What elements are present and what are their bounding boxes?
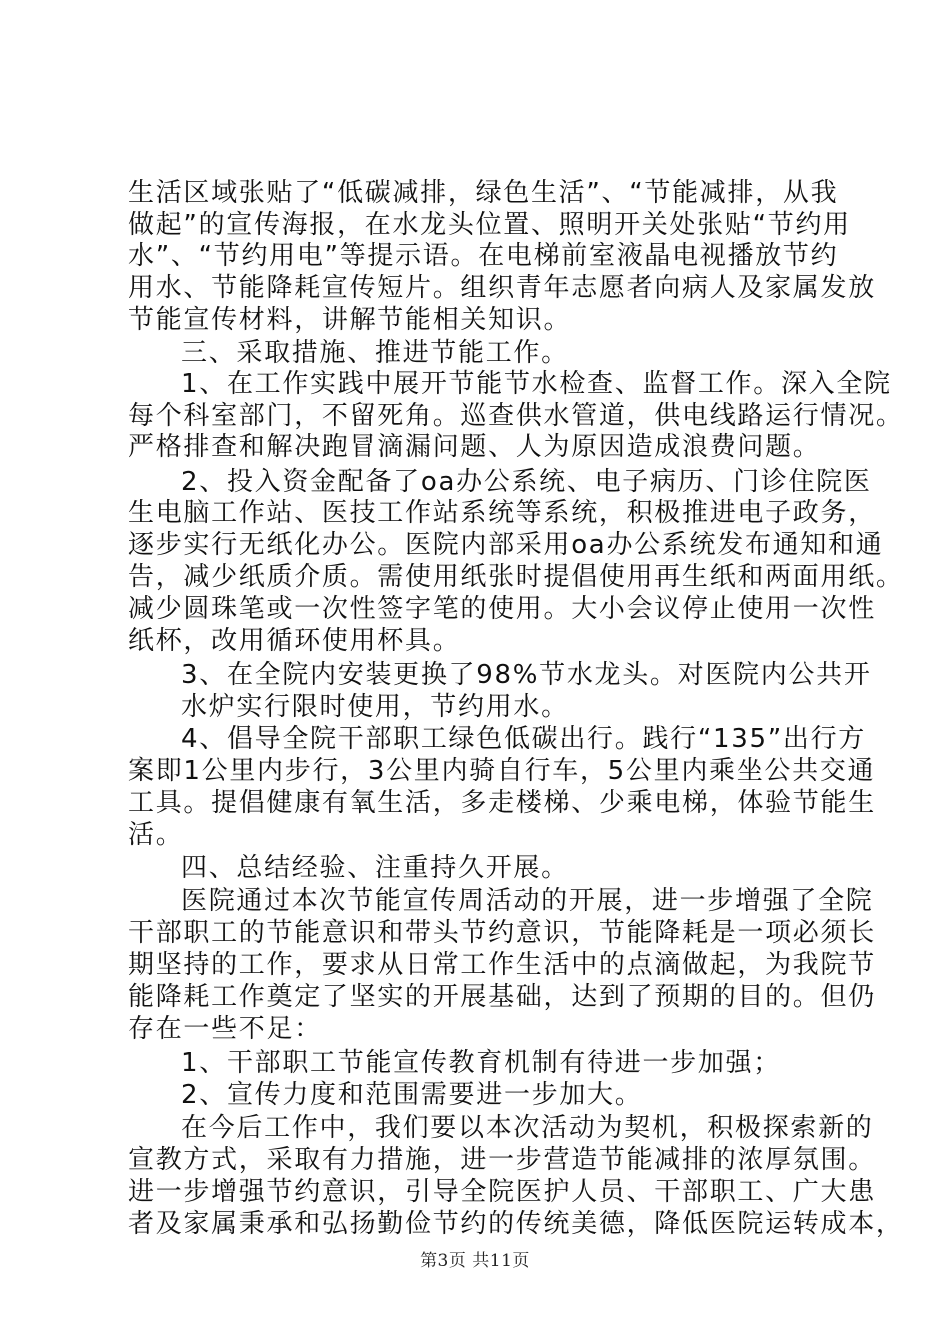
text-line: 生活区域张贴了“低碳减排，绿色生活”、“节能减排，从我 (128, 178, 839, 208)
text-line: 干部职工的节能意识和带头节约意识，节能降耗是一项必须长 (128, 918, 876, 948)
text-line: 案即1公里内步行，3公里内骑自行车，5公里内乘坐公共交通 (128, 756, 876, 786)
page-number-footer: 第3页 共11页 (420, 1251, 530, 1271)
text-line: 期坚持的工作，要求从日常工作生活中的点滴做起，为我院节 (128, 950, 876, 980)
text-line: 水”、“节约用电”等提示语。在电梯前室液晶电视播放节约 (128, 241, 839, 271)
text-line: 者及家属秉承和弘扬勤俭节约的传统美德，降低医院运转成本， (128, 1209, 904, 1239)
text-line: 3、在全院内安装更换了98%节水龙头。对医院内公共开 (181, 660, 872, 690)
text-line: 生电脑工作站、医技工作站系统等系统，积极推进电子政务， (128, 498, 876, 528)
section-heading: 三、采取措施、推进节能工作。 (181, 338, 569, 368)
text-line: 活。 (128, 820, 184, 850)
text-line: 水炉实行限时使用，节约用水。 (181, 692, 569, 722)
text-line: 1、在工作实践中展开节能节水检查、监督工作。深入全院 (181, 369, 892, 399)
text-line: 节能宣传材料，讲解节能相关知识。 (128, 305, 572, 335)
section-heading: 四、总结经验、注重持久开展。 (181, 853, 569, 883)
text-line: 工具。提倡健康有氧生活，多走楼梯、少乘电梯，体验节能生 (128, 788, 876, 818)
text-line: 减少圆珠笔或一次性签字笔的使用。大小会议停止使用一次性 (128, 594, 876, 624)
text-line: 做起”的宣传海报，在水龙头位置、照明开关处张贴“节约用 (128, 210, 851, 240)
text-line: 严格排查和解决跑冒滴漏问题、人为原因造成浪费问题。 (128, 432, 821, 462)
text-line: 2、投入资金配备了oa办公系统、电子病历、门诊住院医 (181, 467, 872, 497)
text-line: 医院通过本次节能宣传周活动的开展，进一步增强了全院 (181, 886, 874, 916)
text-line: 在今后工作中，我们要以本次活动为契机，积极探索新的 (181, 1113, 874, 1143)
text-line: 2、宣传力度和范围需要进一步加大。 (181, 1080, 643, 1110)
text-line: 存在一些不足： (128, 1014, 322, 1044)
text-line: 宣教方式，采取有力措施，进一步营造节能减排的浓厚氛围。 (128, 1145, 876, 1175)
text-line: 1、干部职工节能宣传教育机制有待进一步加强； (181, 1048, 781, 1078)
text-line: 告，减少纸质介质。需使用纸张时提倡使用再生纸和两面用纸。 (128, 562, 904, 592)
text-line: 每个科室部门，不留死角。巡查供水管道，供电线路运行情况。 (128, 401, 904, 431)
text-line: 纸杯，改用循环使用杯具。 (128, 626, 461, 656)
text-line: 能降耗工作奠定了坚实的开展基础，达到了预期的目的。但仍 (128, 982, 876, 1012)
text-line: 逐步实行无纸化办公。医院内部采用oa办公系统发布通知和通 (128, 530, 884, 560)
text-line: 用水、节能降耗宣传短片。组织青年志愿者向病人及家属发放 (128, 273, 876, 303)
text-line: 进一步增强节约意识，引导全院医护人员、干部职工、广大患 (128, 1177, 876, 1207)
text-line: 4、倡导全院干部职工绿色低碳出行。践行“135”出行方 (181, 724, 867, 754)
